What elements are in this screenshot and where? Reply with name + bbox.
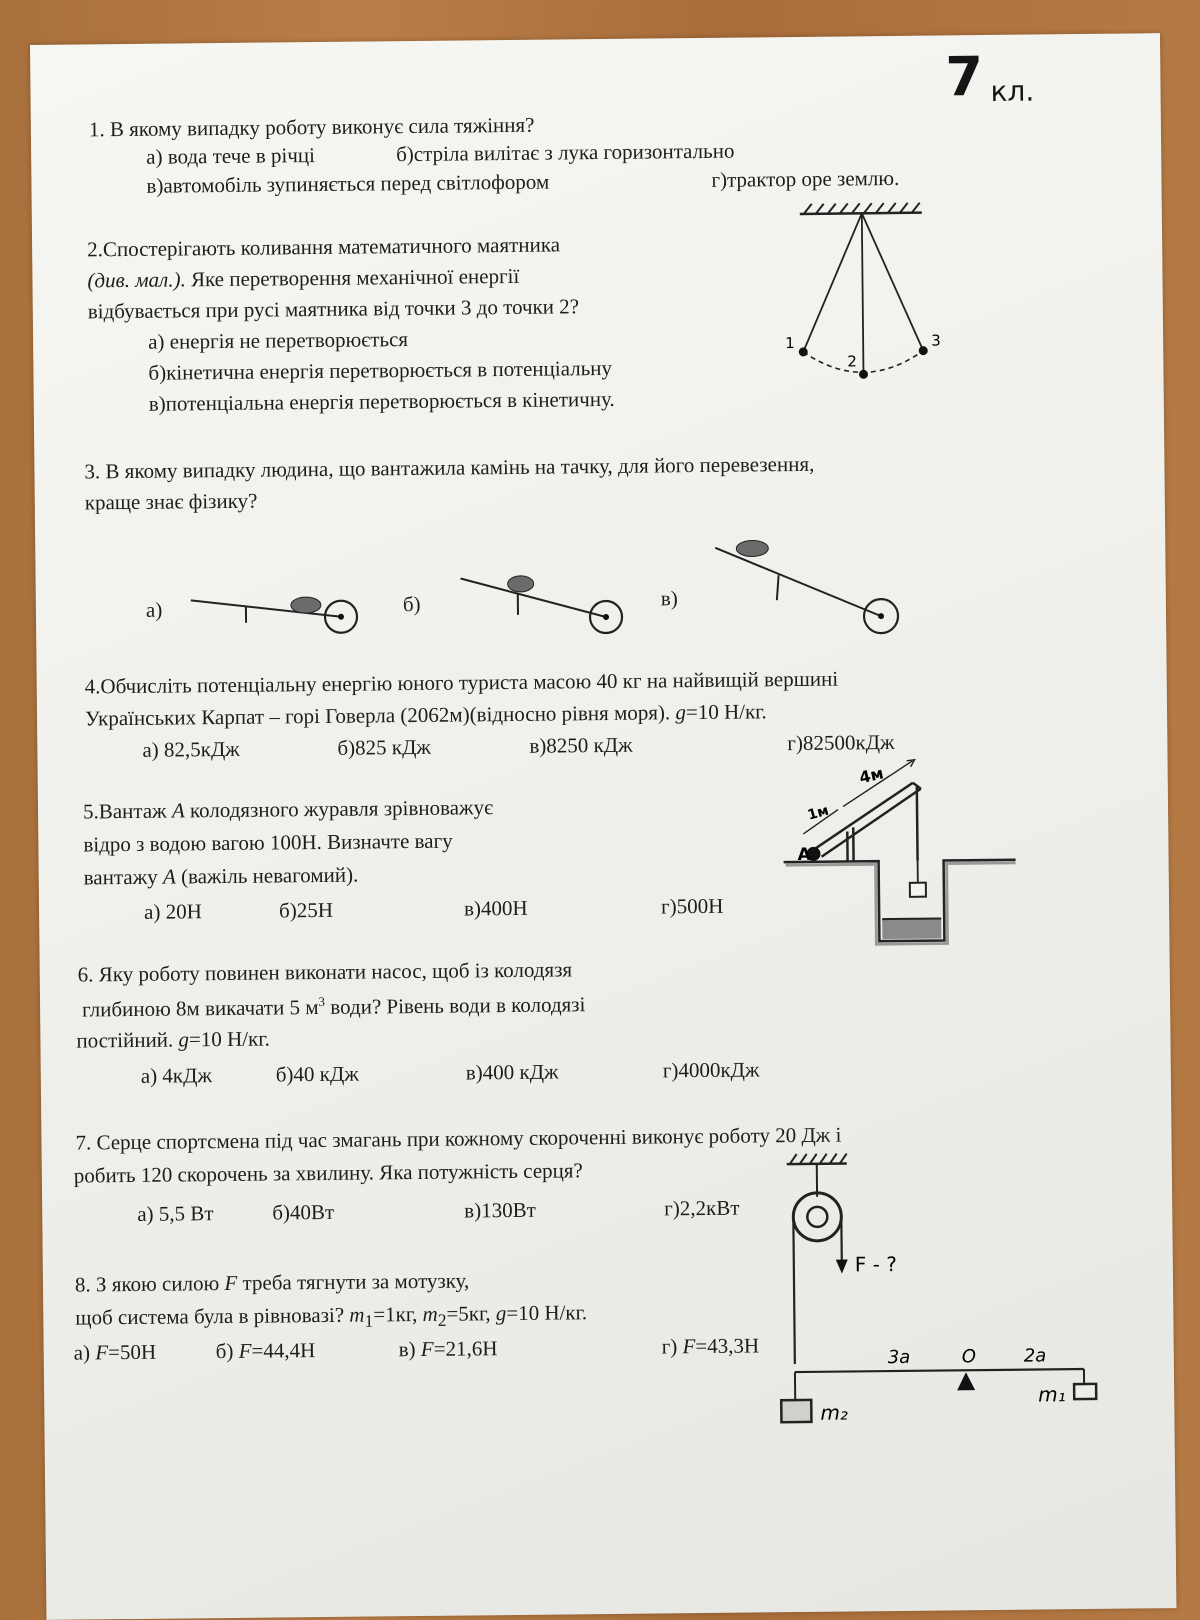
grade-number: 7: [945, 45, 983, 108]
q4-option-a: а) 82,5кДж: [142, 739, 240, 761]
q6-option-g: г)4000кДж: [663, 1059, 760, 1081]
q4-line2: Українських Карпат – горі Говерла (2062м)(відносно рівня моря). g=10 Н/кг.: [85, 701, 767, 729]
q6-option-b: б)40 кДж: [276, 1064, 359, 1086]
force-label: F - ?: [855, 1252, 897, 1276]
q8-option-v: в) F=21,6Н: [399, 1338, 498, 1360]
pendulum-point-3: 3: [931, 331, 941, 349]
pendulum-point-2: 2: [847, 352, 857, 370]
q2-line3: відбувається при русі маятника від точки 3 до точки 2?: [88, 296, 579, 322]
q2-option-v: в)потенціальна енергія перетворюється в кінетичну.: [149, 389, 615, 415]
q7-option-b: б)40Вт: [272, 1202, 334, 1224]
q5-line2: відро з водою вагою 100Н. Визначте вагу: [83, 831, 453, 856]
q7-option-a: а) 5,5 Вт: [137, 1203, 213, 1225]
q3-option-a: а): [146, 600, 163, 621]
q3-option-v: в): [661, 588, 678, 609]
worksheet-paper: [30, 33, 1176, 1620]
q6-option-v: в)400 кДж: [466, 1062, 559, 1084]
q2-option-a: а) енергія не перетворюється: [148, 329, 408, 353]
pulley-lever-figure: [782, 1139, 1115, 1432]
q7-option-v: в)130Вт: [464, 1200, 536, 1222]
q8-line2: щоб система була в рівновазі? $m_1=1кг$, $m_2=5кг$, g=10 Н/кг.: [75, 1302, 587, 1333]
well-short-arm-label: 1м: [806, 803, 831, 824]
lever-pivot-label: O: [962, 1346, 976, 1367]
q5-option-g: г)500Н: [661, 896, 723, 918]
q5-option-a: а) 20Н: [144, 901, 202, 923]
well-long-arm-label: 4м: [858, 763, 886, 787]
wheelbarrow-b: [456, 569, 637, 651]
pendulum-figure: [772, 200, 954, 402]
mass-left-label: m₂: [820, 1401, 848, 1425]
q3-option-b: б): [403, 594, 421, 615]
q8-option-g: г) F=43,3Н: [662, 1335, 760, 1357]
well-load-label: А: [797, 845, 811, 865]
q6-line1: 6. Яку роботу повинен виконати насос, щоб із колодязя: [78, 959, 573, 985]
mass-right-label: m₁: [1038, 1382, 1066, 1406]
lever-left-arm-label: 3a: [888, 1347, 911, 1368]
q8-line1: 8. З якою силою F треба тягнути за мотузку,: [75, 1270, 469, 1295]
q8-option-b: б) F=44,4Н: [216, 1340, 316, 1362]
q6-option-a: а) 4кДж: [141, 1065, 212, 1087]
q5-option-v: в)400Н: [464, 898, 528, 920]
q4-option-b: б)825 кДж: [337, 737, 431, 759]
q6-line3: постійний. g=10 Н/кг.: [76, 1029, 270, 1052]
q4-option-v: в)8250 кДж: [529, 735, 632, 757]
q7-line1: 7. Серце спортсмена під час змагань при кожному скороченні виконує роботу 20 Дж і: [75, 1125, 841, 1154]
pendulum-point-1: 1: [785, 334, 795, 352]
q3-line2: краще знає фізику?: [85, 491, 258, 514]
q1-option-v: в)автомобіль зупиняється перед світлофором: [146, 172, 549, 197]
q5-option-b: б)25Н: [279, 900, 333, 922]
lever-right-arm-label: 2a: [1024, 1345, 1047, 1366]
q1-question: 1. В якому випадку роботу виконує сила тяжіння?: [89, 115, 535, 141]
q2-line2: (див. мал.). Яке перетворення механічної енергії: [87, 266, 519, 292]
wheelbarrow-v: [710, 541, 911, 648]
q4-line1: 4.Обчисліть потенціальну енергію юного туриста масою 40 кг на найвищій вершині: [85, 669, 839, 698]
q2-option-b: б)кінетична енергія перетворюється в потенціальну: [148, 358, 612, 384]
q1-option-g: г)трактор оре землю.: [711, 168, 899, 191]
q1-option-b: б)стріла вилітає з лука горизонтально: [396, 141, 734, 166]
wheelbarrow-a: [186, 587, 367, 649]
grade-suffix: кл.: [990, 74, 1034, 107]
q3-line1: 3. В якому випадку людина, що вантажила камінь на тачку, для його перевезення,: [84, 454, 814, 483]
q8-option-a: а) F=50Н: [74, 1342, 157, 1364]
q5-line3: вантажу А (важіль невагомий).: [84, 865, 359, 889]
q6-line2: глибиною 8м викачати 5 $м^3$ води? Рівень води в колодязі: [82, 992, 586, 1020]
q2-line1: 2.Спостерігають коливання математичного маятника: [87, 234, 560, 260]
well-sweep-figure: [783, 760, 1025, 973]
q7-option-g: г)2,2кВт: [664, 1198, 739, 1220]
q5-line1: 5.Вантаж А колодязного журавля зрівноважує: [83, 797, 493, 822]
q1-option-a: а) вода тече в річці: [146, 145, 315, 168]
q7-line2: робить 120 скорочень за хвилину. Яка потужність серця?: [74, 1160, 583, 1186]
q4-option-g: г)82500кДж: [787, 732, 894, 754]
